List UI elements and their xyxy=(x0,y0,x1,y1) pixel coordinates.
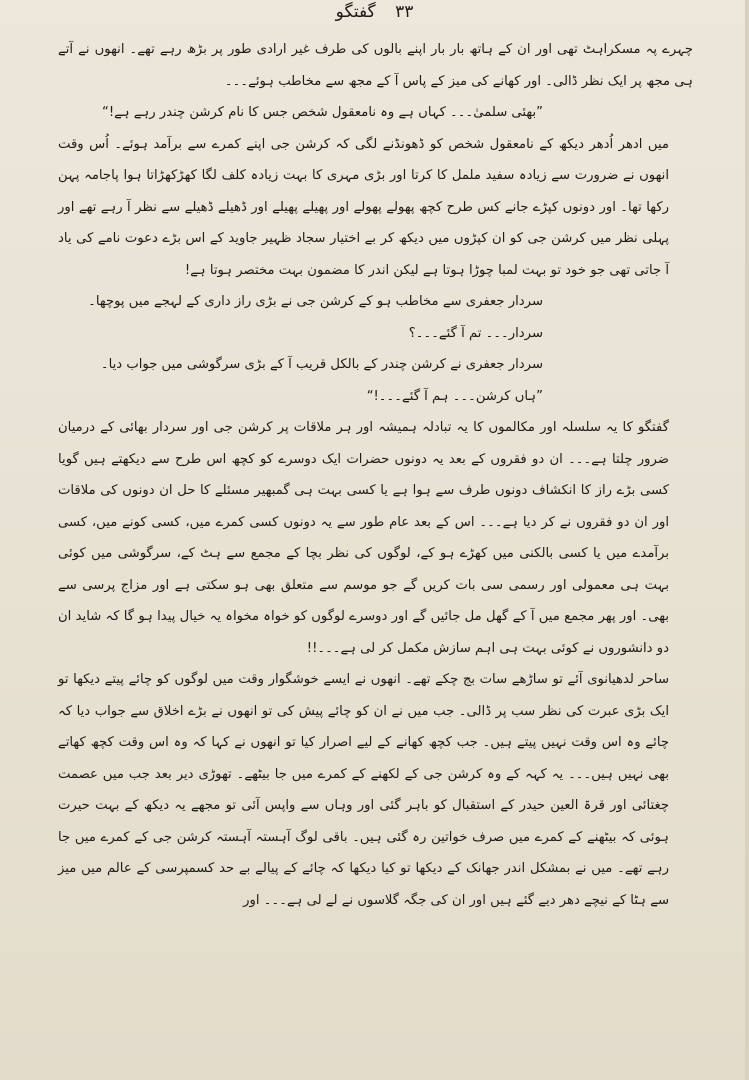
dialogue-line: سردار۔۔۔ تم آ گئے۔۔۔؟ xyxy=(408,325,543,341)
paragraph: میں ادھر اُدھر دیکھ کے نامعقول شخص کو ڈھونڈنے لگی کہ کرشن جی اپنے کمرے سے برآمد ہوئے۔ اُس وقت انھوں نے ضرورت سے زیادہ سفید ململ کا کرتا اور بڑی مہری کا بہت زیادہ کلف لگا کھڑکھڑاتا ہوا پاجامہ پہن رکھا تھا۔ اور دونوں کپڑے جانے کس طرح کچھ پھولے پھولے اور پھیلے پھیلے اور ڈھیلے ڈھیلے سے نظر آ رہے تھے اور پہلی نظر میں کرشن جی کو ان کپڑوں میں دیکھ کر بے اختیار سجاد ظہیر جاوید کے اس بڑے دعوت نامے کی یاد آ جاتی تھی جو خود تو بہت لمبا چوڑا ہوتا ہے لیکن اندر کا مضمون بہت مختصر ہوتا ہے! xyxy=(58,136,669,278)
running-title: گفتگو xyxy=(335,2,376,22)
dialogue-line: سردار جعفری سے مخاطب ہو کے کرشن جی نے بڑی راز داری کے لہجے میں پوچھا۔ xyxy=(88,294,543,309)
paragraph: گفتگو کا یہ سلسلہ اور مکالموں کا یہ تبادلہ ہمیشہ اور ہر ملاقات پر کرشن جی اور سردار بھائی کے درمیان ضرور چلتا ہے۔۔۔ ان دو فقروں کے بعد یہ دونوں حضرات ایک دوسرے کو کچھ اس طرح سے دیکھتے ہیں گویا کسی بڑے راز کا انکشاف دونوں طرف سے ہوا ہے یا کسی بہت ہی گمبھیر مسئلے کا حل ان دونوں کی ملاقات اور ان دو فقروں نے کر دیا ہے۔۔۔ اس کے بعد عام طور سے یہ دونوں کسی کمرے میں، کسی کونے میں، کسی برآمدے میں یا کسی بالکنی میں کھڑے ہو کے، لوگوں کی نظر بچا کے مجمع سے ہٹ کے، سرگوشی میں کوئی بہت ہی معمولی اور رسمی سی بات کریں گے جو موسم سے متعلق بھی ہو سکتی ہے اور مزاج پرسی سے بھی۔ اور پھر مجمع میں آ کے گھل مل جائیں گے اور دوسرے لوگوں کو خواہ مخواہ یہ خیال پیدا ہو گا کہ شاید ان دو دانشوروں نے کوئی بہت ہی اہم سازش مکمل کر لی ہے۔۔۔!! xyxy=(58,420,669,656)
paragraph: چہرے پہ مسکراہٹ تھی اور ان کے ہاتھ بار بار اپنے بالوں کی طرف غیر ارادی طور پر بڑھ رہے تھے۔ انھوں نے آتے ہی مجھ پر ایک نظر ڈالی۔ اور کھانے کی میز کے پاس آ کے مجھ سے مخاطب ہوئے۔۔۔ xyxy=(58,42,693,89)
quote-line: ”بھئی سلمیٰ۔۔۔ کہاں ہے وہ نامعقول شخص جس کا نام کرشن چندر رہے ہے!“ xyxy=(102,105,543,120)
page-header xyxy=(0,2,749,22)
page-body xyxy=(58,34,693,916)
dialogue-line: سردار جعفری نے کرشن چندر کے بالکل قریب آ کے بڑی سرگوشی میں جواب دیا۔ xyxy=(100,357,543,372)
page-number: ۳۳ xyxy=(395,2,414,22)
paragraph: ساحر لدھیانوی آئے تو ساڑھے سات بج چکے تھے۔ انھوں نے ایسے خوشگوار وقت میں لوگوں کو چائے پیتے دیکھا تو ایک بڑی عبرت کی نظر سب پر ڈالی۔ جب میں نے ان کو چائے پیش کی تو انھوں نے بڑے اخلاق سے جواب دیا کہ چائے وہ اس وقت نہیں پیتے ہیں۔ جب کچھ کھانے کے لیے اصرار کیا تو انھوں نے کہا کہ وہ اس وقت کچھ کھاتے بھی نہیں ہیں۔۔۔ یہ کہہ کے وہ کرشن جی کے لکھنے کے کمرے میں جا بیٹھے۔ تھوڑی دیر بعد جب میں عصمت چغتائی اور قرۃ العین حیدر کے استقبال کو باہر گئی اور وہاں سے واپس آئی تو مجھے یہ دیکھ کے بہت حیرت ہوئی کہ بیٹھنے کے کمرے میں صرف خواتین رہ گئی ہیں۔ باقی لوگ آہستہ آہستہ کرشن جی کے کمرے میں جا رہے تھے۔ میں نے بمشکل اندر جھانک کے دیکھا تو کیا دیکھا کہ چائے کے پیالے بے حد کسمپرسی کے عالم میں میز سے ہٹا کے نیچے دھر دیے گئے ہیں اور ان کی جگہ گلاسوں نے لے لی ہے۔۔۔ اور xyxy=(58,672,669,908)
page-edge xyxy=(745,0,749,1080)
dialogue-line: ”ہاں کرشن۔۔۔ ہم آ گئے۔۔۔!“ xyxy=(366,388,543,404)
